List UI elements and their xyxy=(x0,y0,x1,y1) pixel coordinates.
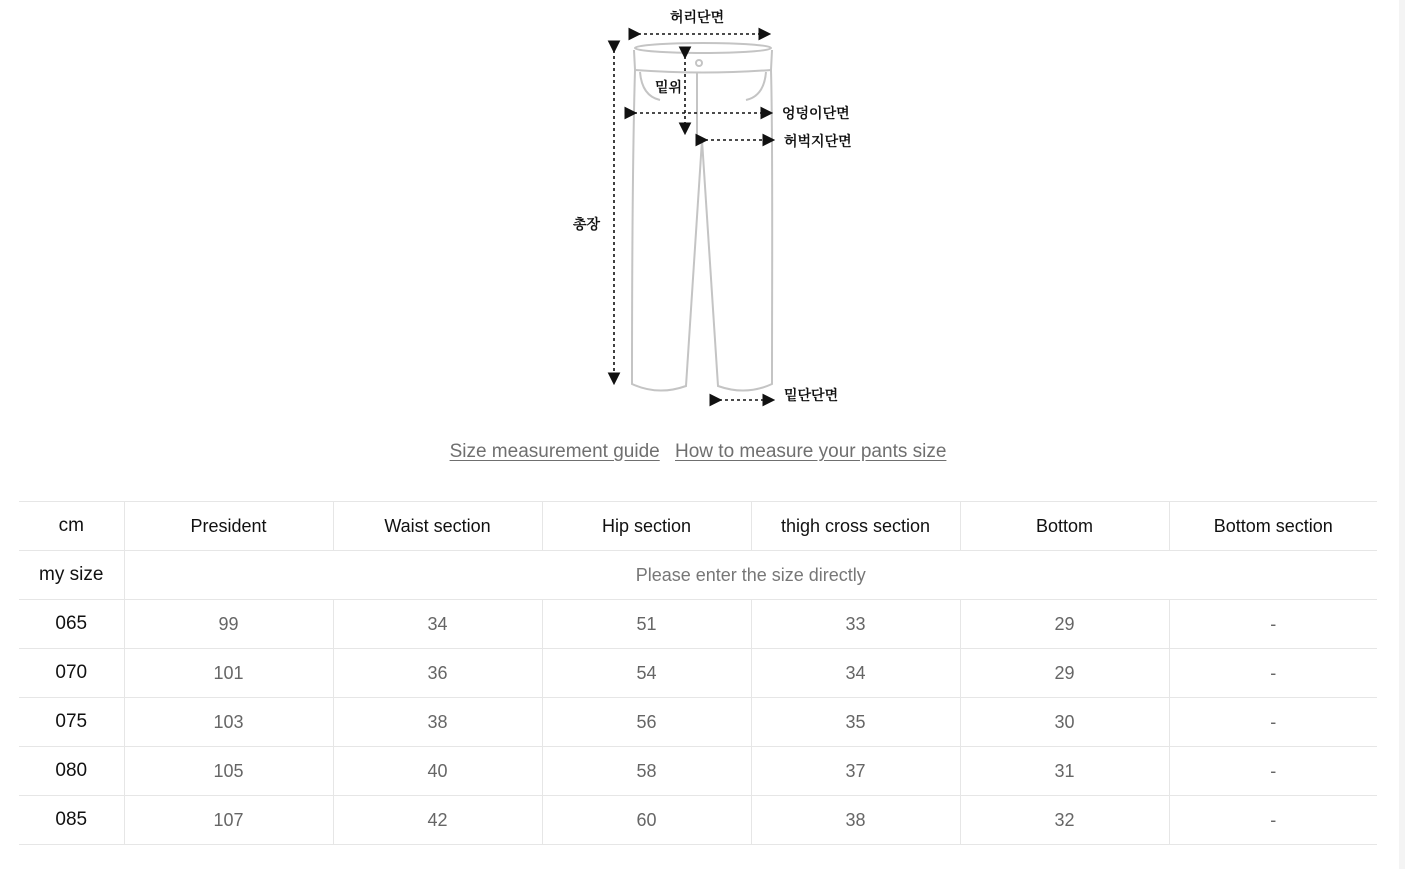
cell-hip: 56 xyxy=(542,698,751,747)
scrollbar-track[interactable] xyxy=(1399,0,1405,869)
cell-hip: 58 xyxy=(542,747,751,796)
my-size-message: Please enter the size directly xyxy=(124,551,1377,600)
how-to-measure-link[interactable]: How to measure your pants size xyxy=(675,441,947,462)
cell-hip: 51 xyxy=(542,600,751,649)
table-row xyxy=(19,747,1377,796)
header-waist: Waist section xyxy=(333,502,542,551)
size-code: 065 xyxy=(19,600,124,649)
size-table xyxy=(19,501,1377,845)
cell-bottom: 30 xyxy=(960,698,1169,747)
my-size-label: my size xyxy=(19,551,124,600)
cell-waist: 38 xyxy=(333,698,542,747)
pants-size-diagram xyxy=(560,0,880,420)
cell-thigh: 38 xyxy=(751,796,960,845)
cell-bottom-section: - xyxy=(1169,698,1377,747)
cell-waist: 42 xyxy=(333,796,542,845)
cell-bottom: 29 xyxy=(960,600,1169,649)
cell-waist: 36 xyxy=(333,649,542,698)
header-hip: Hip section xyxy=(542,502,751,551)
size-code: 080 xyxy=(19,747,124,796)
waist-label: 허리단면 xyxy=(670,10,725,26)
size-code: 070 xyxy=(19,649,124,698)
pants-illustration xyxy=(560,0,880,420)
measurement-arrows xyxy=(614,34,772,400)
cell-bottom: 29 xyxy=(960,649,1169,698)
cell-thigh: 35 xyxy=(751,698,960,747)
cell-president: 107 xyxy=(124,796,333,845)
cell-thigh: 33 xyxy=(751,600,960,649)
header-unit: cm xyxy=(19,502,124,551)
cell-bottom-section: - xyxy=(1169,796,1377,845)
cell-thigh: 34 xyxy=(751,649,960,698)
thigh-label: 허벅지단면 xyxy=(784,134,852,150)
header-bottom: Bottom xyxy=(960,502,1169,551)
cell-hip: 60 xyxy=(542,796,751,845)
cell-hip: 54 xyxy=(542,649,751,698)
header-president: President xyxy=(124,502,333,551)
guide-links xyxy=(0,441,1396,463)
size-code: 075 xyxy=(19,698,124,747)
header-bottom-section: Bottom section xyxy=(1169,502,1377,551)
table-row xyxy=(19,698,1377,747)
pants-outline xyxy=(632,43,772,391)
cell-president: 103 xyxy=(124,698,333,747)
cell-president: 101 xyxy=(124,649,333,698)
cell-bottom-section: - xyxy=(1169,747,1377,796)
table-row xyxy=(19,649,1377,698)
size-guide-link[interactable]: Size measurement guide xyxy=(449,441,660,462)
cell-waist: 40 xyxy=(333,747,542,796)
my-size-row xyxy=(19,551,1377,600)
table-header-row xyxy=(19,502,1377,551)
rise-label: 밑위 xyxy=(655,80,683,96)
cell-waist: 34 xyxy=(333,600,542,649)
cell-president: 105 xyxy=(124,747,333,796)
hip-label: 엉덩이단면 xyxy=(782,106,850,122)
size-code: 085 xyxy=(19,796,124,845)
cell-bottom: 31 xyxy=(960,747,1169,796)
cell-bottom-section: - xyxy=(1169,600,1377,649)
cell-thigh: 37 xyxy=(751,747,960,796)
cell-bottom: 32 xyxy=(960,796,1169,845)
length-label: 총장 xyxy=(573,217,601,233)
cell-bottom-section: - xyxy=(1169,649,1377,698)
cell-president: 99 xyxy=(124,600,333,649)
hem-label: 밑단단면 xyxy=(784,388,839,404)
header-thigh: thigh cross section xyxy=(751,502,960,551)
table-row xyxy=(19,796,1377,845)
table-row xyxy=(19,600,1377,649)
